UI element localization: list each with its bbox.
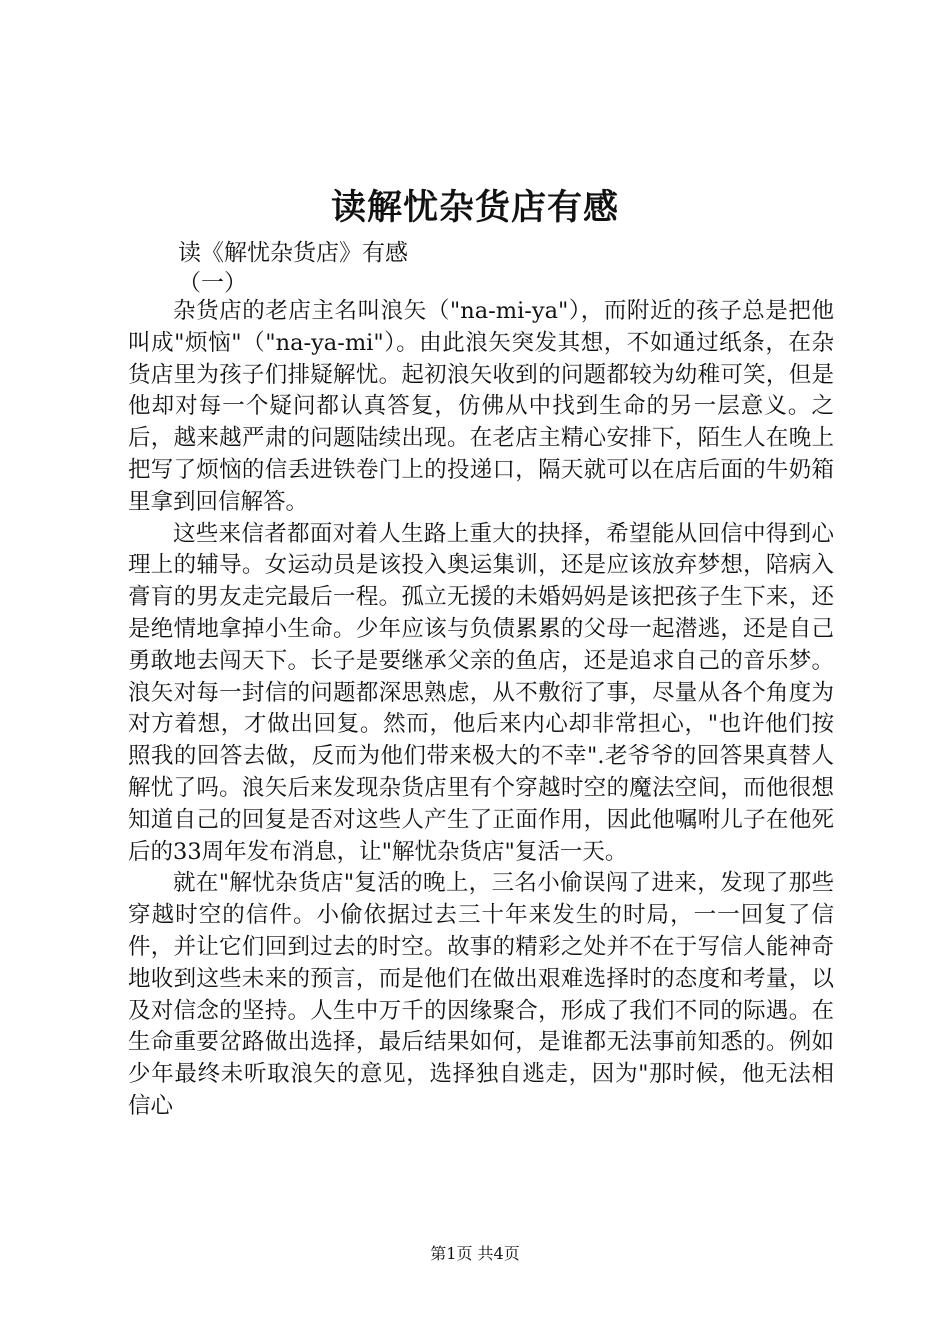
page-indicator: 第1页 共4页 [430, 1244, 520, 1263]
page-footer [0, 1243, 950, 1265]
document-subtitle: 读《解忧杂货店》有感 [178, 240, 408, 266]
document-body [128, 296, 834, 1123]
document-title: 读解忧杂货店有感 [330, 187, 619, 228]
paragraph-2: 这些来信者都面对着人生路上重大的抉择，希望能从回信中得到心理上的辅导。女运动员是该投入奥运集训，还是应该放弃梦想，陪病入膏肓的男友走完最后一程。孤立无援的未婚妈妈是该把孩子生下来，还是绝情地拿掉小生命。少年应该与负债累累的父母一起潜逃，还是自己勇敢地去闯天下。长子是要继承父亲的鱼店，还是追求自己的音乐梦。浪矢对每一封信的问题都深思熟虑，从不敷衍了事，尽量从各个角度为对方着想，才做出回复。然而，他后来内心却非常担心，"也许他们按照我的回答去做，反而为他们带来极大的不幸".老爷爷的回答果真替人解忧了吗。浪矢后来发现杂货店里有个穿越时空的魔法空间，而他很想知道自己的回复是否对这些人产生了正面作用，因此他嘱咐儿子在他死后的33周年发布消息，让"解忧杂货店"复活一天。 [128, 520, 834, 865]
paragraph-3: 就在"解忧杂货店"复活的晚上，三名小偷误闯了进来，发现了那些穿越时空的信件。小偷依据过去三十年来发生的时局，一一回复了信件，并让它们回到过去的时空。故事的精彩之处并不在于写信人能神奇地收到这些未来的预言，而是他们在做出艰难选择时的态度和考量，以及对信念的坚持。人生中万千的因缘聚合，形成了我们不同的际遇。在生命重要岔路做出选择，最后结果如何，是谁都无法事前知悉的。例如少年最终未听取浪矢的意见，选择独自逃走，因为"那时候，他无法相信心 [128, 870, 834, 1119]
paragraph-1: 杂货店的老店主名叫浪矢（"na-mi-ya"），而附近的孩子总是把他叫成"烦恼"（"na-ya-mi"）。由此浪矢突发其想，不如通过纸条，在杂货店里为孩子们排疑解忧。起初浪矢收到的问题都较为幼稚可笑，但是他却对每一个疑问都认真答复，仿佛从中找到生命的另一层意义。之后，越来越严肃的问题陆续出现。在老店主精心安排下，陌生人在晚上把写了烦恼的信丢进铁卷门上的投递口，隔天就可以在店后面的牛奶箱里拿到回信解答。 [128, 298, 834, 515]
section-number: （一） [178, 270, 247, 296]
